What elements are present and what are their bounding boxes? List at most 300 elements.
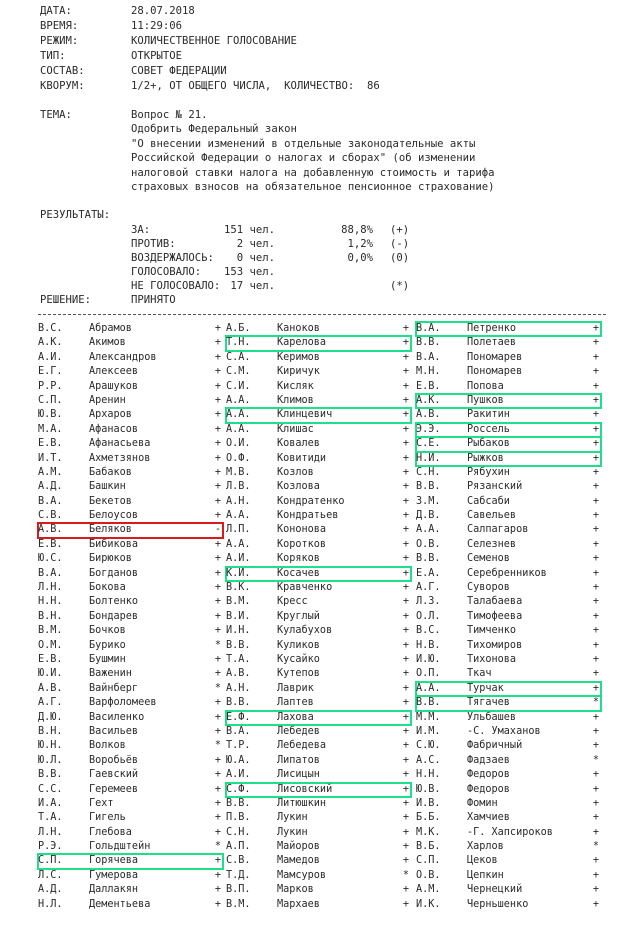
voter-row [38,840,223,854]
voter-surname: Аренин [89,394,126,406]
voter-initials: С.Ф. [226,783,251,795]
voter-vote-mark: + [214,452,222,464]
voter-vote-mark: * [214,639,222,651]
voter-initials: Л.Н. [38,826,63,838]
voter-row [38,653,223,667]
voter-initials: К.И. [226,567,251,579]
voters-column-2 [226,322,411,912]
voter-row [416,667,601,681]
composition-value: СОВЕТ ФЕДЕРАЦИИ [131,65,227,77]
voter-surname: Ковитиди [277,452,327,464]
voter-vote-mark: + [592,797,600,809]
voter-vote-mark: + [402,639,410,651]
voter-row [416,538,601,552]
voter-surname: Бушмин [89,653,126,665]
voter-vote-mark: + [214,409,222,421]
voter-initials: А.А. [226,510,251,522]
voter-surname: Бабаков [89,466,132,478]
voter-initials: О.В. [416,538,441,550]
voter-surname: Майоров [277,841,320,853]
voter-vote-mark: + [402,653,410,665]
voter-row [416,826,601,840]
voter-row [226,380,411,394]
voter-vote-mark: + [214,337,222,349]
voter-surname: Геремеев [89,783,139,795]
voter-row [416,408,601,422]
voter-surname: Коротков [277,538,327,550]
voter-initials: А.И. [226,769,251,781]
voter-vote-mark: + [402,884,410,896]
topic-line: страховых взносов на обязательное пенсионное страхование) [131,181,495,194]
voter-surname: Лаврик [277,682,314,694]
voter-initials: В.С. [38,323,63,334]
voter-vote-mark: + [592,423,600,435]
voter-surname: Афанасьева [89,438,151,450]
voter-surname: Серебренников [467,567,547,579]
voter-initials: Т.А. [226,653,251,665]
voter-row [416,336,601,350]
voter-row [416,898,601,912]
voter-initials: Т.Д. [226,869,251,881]
voter-vote-mark: + [214,711,222,723]
voter-vote-mark: + [402,553,410,565]
type-value: ОТКРЫТОЕ [131,50,183,62]
voter-row [416,811,601,825]
voter-initials: М.В. [226,466,251,478]
voter-vote-mark: + [592,466,600,478]
voter-surname: Фомин [467,797,498,809]
voter-vote-mark: - [214,524,222,536]
voter-initials: Ю.И. [38,668,63,680]
result-not-voted-sym: (*) [390,280,410,292]
voter-vote-mark: + [592,510,600,522]
voter-surname: Гигель [89,812,126,824]
voter-row [416,725,601,739]
voter-surname: Пушков [467,394,504,406]
voter-initials: И.К. [416,898,441,910]
voter-initials: Ю.С. [38,553,63,565]
voter-vote-mark: + [592,812,600,824]
voter-vote-mark: + [214,754,222,766]
voter-vote-mark: + [592,538,600,550]
voter-surname: Лебедев [277,725,320,737]
voter-surname: Климов [277,394,314,406]
voter-row [416,883,601,897]
voter-initials: С.Н. [416,466,441,478]
voter-vote-mark: + [214,351,222,363]
voter-surname: Кресс [277,596,308,608]
voter-initials: М.А. [38,423,63,435]
voter-initials: А.Н. [226,495,251,507]
voter-surname: Ковалев [277,438,320,450]
voter-vote-mark: * [214,841,222,853]
result-against-sym: (-) [390,238,410,250]
voter-row [226,552,411,566]
voter-row [226,480,411,494]
voter-row [226,653,411,667]
voter-initials: Е.В. [38,438,63,450]
voter-surname: Цепкин [467,869,504,881]
voter-row [38,523,223,537]
voter-initials: А.Д. [38,481,63,493]
voter-surname: Федоров [467,783,510,795]
result-abstain-pct: 0,0% [347,252,373,264]
voter-surname: Глебова [89,826,132,838]
voter-row [226,610,411,624]
voter-vote-mark: + [214,625,222,637]
voter-vote-mark: + [592,438,600,450]
voter-surname: Рябухин [467,466,510,478]
voter-row [38,898,223,912]
voter-initials: Н.Л. [38,898,63,910]
voter-surname: Алексеев [89,366,139,378]
voter-surname: Варфоломеев [89,697,157,709]
voter-initials: А.Г. [38,697,63,709]
voter-row [226,711,411,725]
voter-vote-mark: + [214,423,222,435]
voter-row [416,768,601,782]
voter-surname: Рязанский [467,481,523,493]
voter-vote-mark: + [402,380,410,392]
voter-row [38,394,223,408]
voter-vote-mark: + [214,898,222,910]
voter-vote-mark: + [402,697,410,709]
voter-surname: Рыбаков [467,438,510,450]
voter-initials: В.Н. [38,610,63,622]
voter-row [416,394,601,408]
voter-row [38,552,223,566]
voter-row [416,495,601,509]
voter-vote-mark: + [402,538,410,550]
voter-vote-mark: + [214,466,222,478]
voter-row [416,523,601,537]
voter-surname: Круглый [277,610,320,622]
voter-surname: Ткач [467,668,492,680]
voter-surname: Тимченко [467,625,517,637]
result-abstain-sym: (0) [390,252,410,264]
voter-row [226,509,411,523]
voter-initials: И.Н. [226,625,251,637]
voter-surname: Харлов [467,841,504,853]
voter-vote-mark: + [214,596,222,608]
voter-initials: Н.Н. [38,596,63,608]
voter-vote-mark: + [402,524,410,536]
voter-vote-mark: + [592,610,600,622]
voter-initials: А.А. [226,423,251,435]
voter-row [416,840,601,854]
voter-surname: Суворов [467,582,510,594]
voter-vote-mark: + [402,625,410,637]
voter-initials: С.П. [38,394,63,406]
voter-initials: Л.Н. [38,582,63,594]
voter-initials: А.Н. [226,682,251,694]
voter-initials: В.А. [416,323,441,334]
voter-vote-mark: + [402,855,410,867]
voter-row [226,854,411,868]
voter-initials: А.М. [38,466,63,478]
voter-initials: Л.З. [416,596,441,608]
voter-row [38,452,223,466]
voter-initials: Ю.В. [416,783,441,795]
voter-initials: А.Г. [416,582,441,594]
voter-surname: Клинцевич [277,409,333,421]
result-voted-label: ГОЛОСОВАЛО: [131,266,202,278]
time-label: ВРЕМЯ: [40,20,79,32]
voter-surname: -С. Умаханов [467,725,541,737]
voter-row [38,739,223,753]
voter-initials: Т.А. [38,812,63,824]
voter-initials: Ю.В. [38,409,63,421]
voter-initials: С.И. [226,380,251,392]
voter-initials: Р.Р. [38,380,63,392]
voter-initials: В.П. [226,884,251,896]
voter-row [226,696,411,710]
topic-label: ТЕМА: [40,109,72,121]
voter-vote-mark: + [402,409,410,421]
voter-surname: Козлова [277,481,320,493]
voter-surname: Кутепов [277,668,320,680]
voter-surname: Цеков [467,855,498,867]
voter-initials: Т.Н. [226,337,251,349]
voter-vote-mark: + [592,725,600,737]
voter-vote-mark: + [592,366,600,378]
voter-initials: Е.В. [38,653,63,665]
voter-initials: П.В. [226,812,251,824]
voter-surname: Абрамов [89,323,132,334]
voter-surname: Болтенко [89,596,139,608]
voter-initials: Н.В. [416,639,441,651]
voter-initials: А.А. [416,524,441,536]
topic-line: "О внесении изменений в отдельные законодательные акты [131,137,476,150]
voter-surname: Мамедов [277,855,320,867]
voter-surname: Бочков [89,625,126,637]
voter-vote-mark: + [592,898,600,910]
voter-row [38,783,223,797]
voter-vote-mark: + [402,797,410,809]
voter-surname: Керимов [277,351,320,363]
voter-surname: Черньшенко [467,898,529,910]
voter-initials: В.В. [226,639,251,651]
voter-initials: В.А. [38,495,63,507]
voter-row [38,567,223,581]
voter-initials: И.Т. [38,452,63,464]
voter-row [226,408,411,422]
voter-vote-mark: + [592,495,600,507]
voter-vote-mark: + [592,884,600,896]
voter-surname: Беляков [89,524,132,536]
voter-initials: Ю.А. [226,754,251,766]
voter-surname: Федоров [467,769,510,781]
voter-row [38,408,223,422]
voter-vote-mark: + [402,438,410,450]
voter-surname: Александров [89,351,157,363]
voter-row [416,581,601,595]
voter-row [38,754,223,768]
voter-row [38,624,223,638]
voter-surname: Кондратьев [277,510,339,522]
voter-surname: Даллакян [89,884,139,896]
voter-row [226,768,411,782]
voter-vote-mark: + [592,639,600,651]
voter-row [226,725,411,739]
voter-surname: Сабсаби [467,495,510,507]
voter-vote-mark: + [402,481,410,493]
voter-row [416,567,601,581]
voter-vote-mark: + [402,323,410,334]
voter-vote-mark: + [402,567,410,579]
voter-surname: Горячева [89,855,139,867]
voter-row [38,610,223,624]
voter-vote-mark: + [592,380,600,392]
voter-vote-mark: + [592,582,600,594]
quorum-label: КВОРУМ: [40,80,85,92]
voter-surname: Акимов [89,337,126,349]
topic-line: Российской Федерации о налогах и сборах" (об изменении [131,152,476,165]
voter-initials: С.Н. [226,826,251,838]
voter-surname: Богданов [89,567,139,579]
voter-row [226,523,411,537]
voter-surname: Мархаев [277,898,320,910]
voter-row [416,322,601,336]
voter-initials: В.А. [226,725,251,737]
voter-initials: С.С. [38,783,63,795]
voter-row [38,509,223,523]
voter-row [38,365,223,379]
voter-row [38,639,223,653]
voter-initials: А.И. [226,553,251,565]
voter-vote-mark: + [592,409,600,421]
voter-surname: Бирюков [89,553,132,565]
voter-row [38,351,223,365]
result-not-voted-label: НЕ ГОЛОСОВАЛО: [131,280,221,292]
voter-vote-mark: + [214,610,222,622]
voter-row [416,682,601,696]
topic-line: Вопрос № 21. [131,109,208,121]
voter-surname: Бибикова [89,538,139,550]
result-for-count: 151 чел. [223,224,275,236]
voter-surname: Косачев [277,567,320,579]
type-label: ТИП: [40,50,66,62]
results-label: РЕЗУЛЬТАТЫ: [40,209,111,221]
voter-vote-mark: + [214,323,222,334]
voter-initials: В.А. [416,351,441,363]
voter-row [38,538,223,552]
voter-surname: Ракитин [467,409,510,421]
voter-initials: В.К. [226,582,251,594]
voter-row [226,739,411,753]
voter-vote-mark: + [592,869,600,881]
voter-initials: С.В. [38,510,63,522]
voter-vote-mark: + [214,481,222,493]
voter-vote-mark: + [214,394,222,406]
voter-vote-mark: + [592,769,600,781]
voter-row [226,624,411,638]
voter-initials: М.Н. [416,366,441,378]
voter-row [416,452,601,466]
voter-vote-mark: + [402,596,410,608]
voter-initials: А.В. [38,682,63,694]
voter-vote-mark: + [592,567,600,579]
voter-initials: Б.Б. [416,812,441,824]
voter-row [416,739,601,753]
voter-row [226,883,411,897]
voter-surname: Кисляк [277,380,314,392]
voter-vote-mark: + [214,697,222,709]
voter-row [416,653,601,667]
result-against-label: ПРОТИВ: [131,238,176,250]
voter-vote-mark: + [214,797,222,809]
voter-initials: Р.Э. [38,841,63,853]
voter-surname: Лукин [277,826,308,838]
voter-initials: А.К. [38,337,63,349]
voter-surname: Фабричный [467,740,523,752]
result-abstain-label: ВОЗДЕРЖАЛОСЬ: [131,252,214,264]
voter-row [226,351,411,365]
voter-initials: Э.Э. [416,423,441,435]
voter-initials: Л.П. [226,524,251,536]
voter-surname: Киричук [277,366,320,378]
voter-vote-mark: + [402,898,410,910]
voter-surname: Волков [89,740,126,752]
voter-surname: Башкин [89,481,126,493]
voter-initials: С.Е. [416,438,441,450]
voter-surname: Тимофеева [467,610,523,622]
voter-vote-mark: + [592,394,600,406]
voter-vote-mark: + [402,740,410,752]
voter-surname: Кулабухов [277,625,333,637]
voter-row [226,336,411,350]
voter-row [416,639,601,653]
voter-vote-mark: + [402,812,410,824]
voter-row [416,351,601,365]
voter-vote-mark: + [402,366,410,378]
voter-row [38,480,223,494]
voter-row [416,869,601,883]
voter-row [38,322,223,336]
result-against-count: 2 чел. [236,238,275,250]
voter-vote-mark: + [402,582,410,594]
voter-surname: Лукин [277,812,308,824]
voter-row [226,667,411,681]
voter-surname: Талабаева [467,596,523,608]
voter-surname: Ахметзянов [89,452,151,464]
voter-surname: Куликов [277,639,320,651]
voter-row [38,495,223,509]
voter-row [226,567,411,581]
voter-vote-mark: + [214,380,222,392]
voter-surname: Пономарев [467,366,523,378]
voter-vote-mark: + [402,466,410,478]
voter-surname: Тягачев [467,697,510,709]
voter-initials: А.В. [416,409,441,421]
voter-vote-mark: + [402,452,410,464]
voter-row [416,380,601,394]
voter-vote-mark: + [592,783,600,795]
voter-vote-mark: + [214,438,222,450]
voter-row [226,581,411,595]
result-abstain-count: 0 чел. [236,252,275,264]
voter-vote-mark: + [402,495,410,507]
voter-initials: Е.Ф. [226,711,251,723]
voter-surname: Липатов [277,754,320,766]
voter-surname: Салпагаров [467,524,529,536]
voter-row [38,595,223,609]
voter-vote-mark: * [214,682,222,694]
voter-initials: З.М. [416,495,441,507]
voter-surname: Гумерова [89,869,139,881]
voter-vote-mark: + [402,510,410,522]
voter-surname: Вайнберг [89,682,139,694]
